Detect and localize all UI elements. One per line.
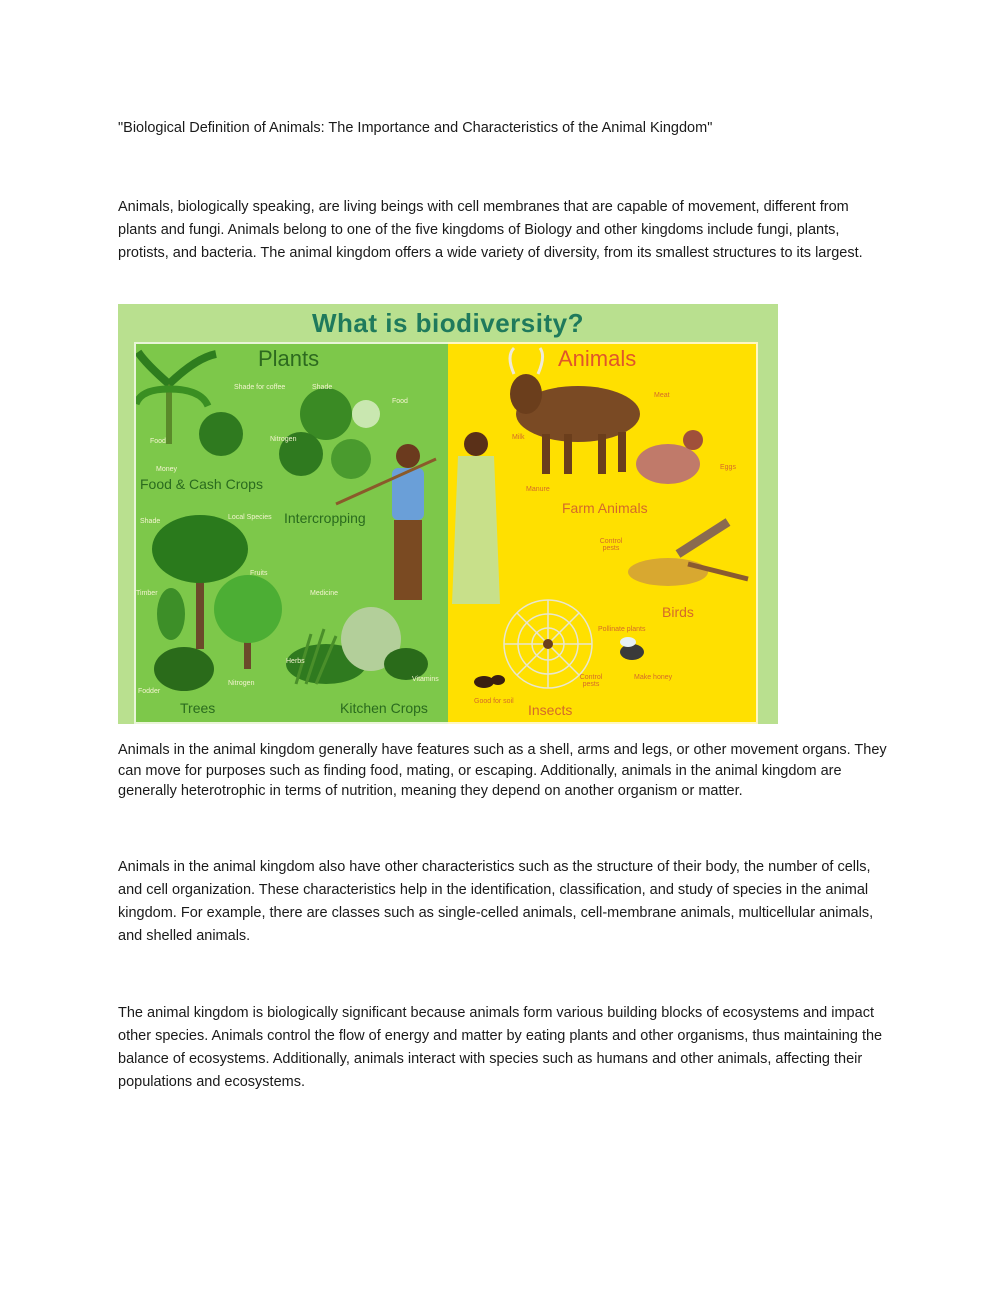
label-money: Money — [156, 466, 178, 473]
label-fruits: Fruits — [250, 570, 268, 577]
plants-heading: Plants — [258, 346, 320, 371]
group-birds: Birds — [662, 604, 694, 620]
label-herbs: Herbs — [286, 658, 305, 665]
animals-artwork — [448, 344, 756, 722]
label-nitrogen-2: Nitrogen — [228, 680, 255, 687]
bee-icon — [620, 637, 644, 660]
label-local-species: Local Species — [228, 514, 272, 521]
group-farm-animals: Farm Animals — [562, 500, 648, 516]
label-shade-for-coffee: Shade for coffee — [234, 384, 286, 391]
birds-icon — [628, 522, 748, 586]
biodiversity-illustration — [118, 304, 778, 724]
paragraph-features: Animals in the animal kingdom generally have features such as a shell, arms and legs, or other movement organs. They can move for purposes such as finding food, mating, or escaping. Additionally, animals in the animal kingdom are generally heterotrophic in terms of nutrition, meaning they depend on another organism or matter. — [118, 742, 887, 799]
document-title: "Biological Definition of Animals: The Importance and Characteristics of the Animal Kingdom" — [118, 120, 713, 136]
label-manure: Manure — [526, 486, 550, 493]
label-nitrogen: Nitrogen — [270, 436, 297, 443]
label-food: Food — [392, 398, 408, 405]
label-control-pests: Control pests — [599, 538, 623, 552]
group-food-cash-crops: Food & Cash Crops — [140, 476, 263, 492]
label-milk: Milk — [512, 434, 525, 441]
label-vitamins: Vitamins — [412, 676, 439, 683]
label-good-for-soil: Good for soil — [474, 698, 514, 705]
animals-panel — [448, 342, 758, 724]
kitchen-crops-icon — [286, 607, 428, 684]
animals-heading: Animals — [558, 346, 637, 371]
paragraph-characteristics: Animals in the animal kingdom also have other characteristics such as the structure of their body, the number of cells, and cell organization. These characteristics help in the identification, classification, and study of species in the animal kingdom. For example, there are classes such as single-celled animals, cell-membrane animals, multicellular animals, and shelled animals. — [118, 859, 874, 944]
label-meat: Meat — [654, 392, 670, 399]
ant-icon — [474, 675, 505, 688]
label-shade: Shade — [312, 384, 333, 391]
group-insects: Insects — [528, 702, 573, 718]
paragraph-significance: The animal kingdom is biologically significant because animals form various building blocks of ecosystems and impact other species. Animals control the flow of energy and matter by eating plants and other organisms, thus maintaining the balance of ecosystems. Additionally, animals interact with species such as humans and other animals, affecting their populations and ecosystems. — [118, 1005, 883, 1090]
label-medicine: Medicine — [310, 590, 339, 597]
label-shade-2: Shade — [140, 518, 161, 525]
plants-panel — [134, 342, 450, 724]
group-trees: Trees — [180, 700, 216, 716]
label-pollinate-plants: Pollinate plants — [598, 626, 646, 633]
label-eggs: Eggs — [720, 464, 736, 471]
label-make-honey: Make honey — [634, 674, 673, 681]
figure-title: What is biodiversity? — [312, 308, 584, 338]
label-control-pests-2: Control pests — [579, 674, 603, 688]
group-intercropping: Intercropping — [284, 510, 366, 526]
farmer-woman-icon — [452, 432, 500, 604]
spider-icon — [543, 639, 553, 649]
group-kitchen-crops: Kitchen Crops — [340, 700, 428, 716]
trees-icon — [152, 515, 282, 691]
intercrop-shrubs-icon — [279, 388, 380, 479]
label-fodder: Fodder — [138, 688, 161, 695]
paragraph-intro: Animals, biologically speaking, are living beings with cell membranes that are capable of movement, different from plants and fungi. Animals belong to one of the five kingdoms of Biology and other kingdoms include fungi, plants, protists, and bacteria. The animal kingdom offers a wide variety of diversity, from its smallest structures to its largest. — [118, 199, 863, 261]
label-timber: Timber — [136, 590, 158, 597]
label-food-2: Food — [150, 438, 166, 445]
chicken-icon — [636, 430, 703, 484]
